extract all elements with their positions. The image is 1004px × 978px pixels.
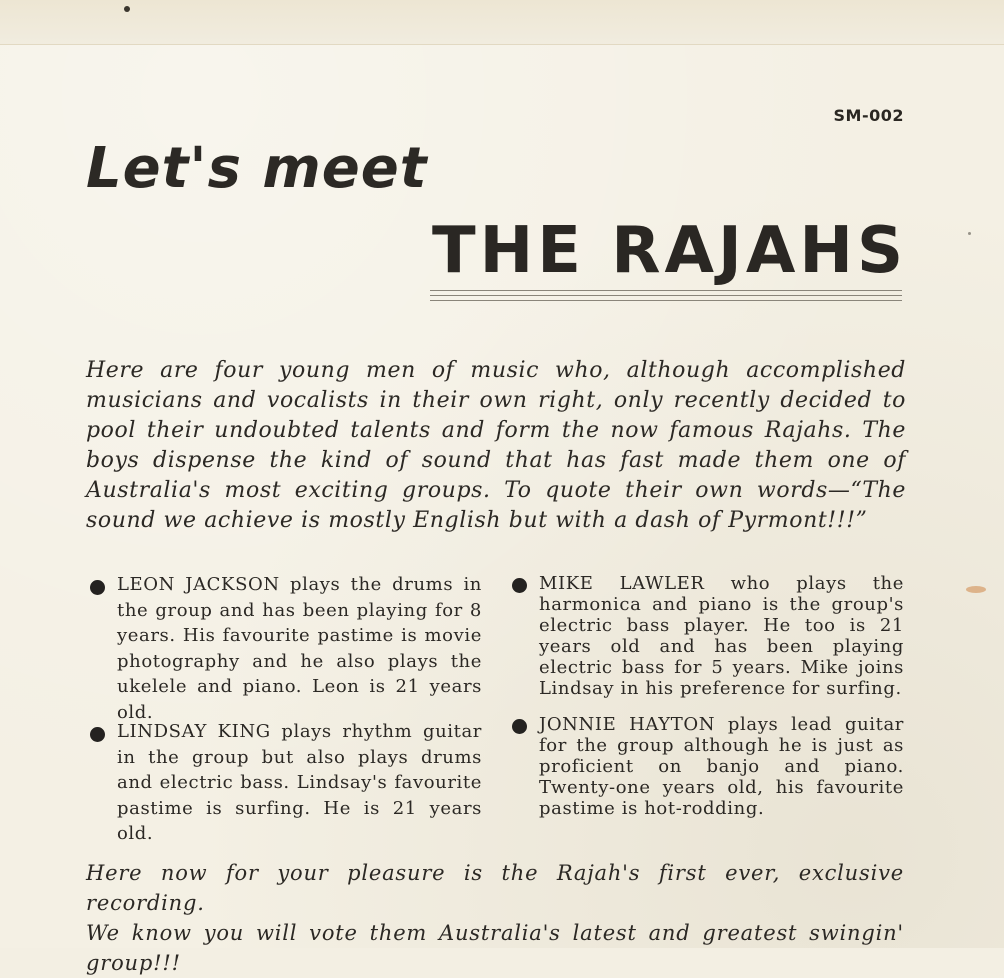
rule-line xyxy=(430,300,902,301)
print-speck xyxy=(968,232,971,235)
stain-mark xyxy=(966,586,986,593)
print-speck xyxy=(124,6,130,12)
closing-line-1: Here now for your pleasure is the Rajah's first ever, exclusive recording. xyxy=(86,861,904,915)
intro-paragraph: Here are four young men of music who, although accomplished musicians and vocalists in their own right, only recently decided to pool their undoubted talents and form the now famous Rajahs. The boys dispense the kind of sound that has fast made them one of Australia's most exciting groups. To quote their own words—“The sound we achieve is mostly English but with a dash of Pyrmont!!!” xyxy=(86,358,906,533)
member-bio-jonnie-hayton: JONNIE HAYTON plays lead guitar for the group although he is just as proficient on banjo and piano. Twenty-one years old, his favourite pastime is hot-rodding. xyxy=(539,714,904,819)
worn-top-edge xyxy=(0,0,1004,45)
member-bio-lindsay-king: LINDSAY KING plays rhythm guitar in the group but also plays drums and electric bass. Lindsay's favourite pastime is surfing. He is 21 years old. xyxy=(117,721,482,844)
rule-line xyxy=(430,295,902,296)
closing-line-2: We know you will vote them Australia's latest and greatest swingin' group!!! xyxy=(86,921,904,975)
heading-band-name: THE RAJAHS xyxy=(432,214,908,288)
closing-paragraph xyxy=(86,858,904,978)
rule-line xyxy=(430,290,902,291)
catalog-number: SM-002 xyxy=(833,106,904,125)
heading-lets-meet: Let's meet xyxy=(86,136,428,201)
bullet-icon xyxy=(512,578,527,593)
member-bio-mike-lawler: MIKE LAWLER who plays the harmonica and piano is the group's electric bass player. He too is 21 years old and has been playing electric bass for 5 years. Mike joins Lindsay in his preference for surfing. xyxy=(539,573,904,699)
decorative-rules xyxy=(430,290,902,304)
bullet-icon xyxy=(512,719,527,734)
bullet-icon xyxy=(90,727,105,742)
bullet-icon xyxy=(90,580,105,595)
member-bio-leon-jackson: LEON JACKSON plays the drums in the group and has been playing for 8 years. His favourite pastime is movie photography and he also plays the ukelele and piano. Leon is 21 years old. xyxy=(117,574,482,723)
